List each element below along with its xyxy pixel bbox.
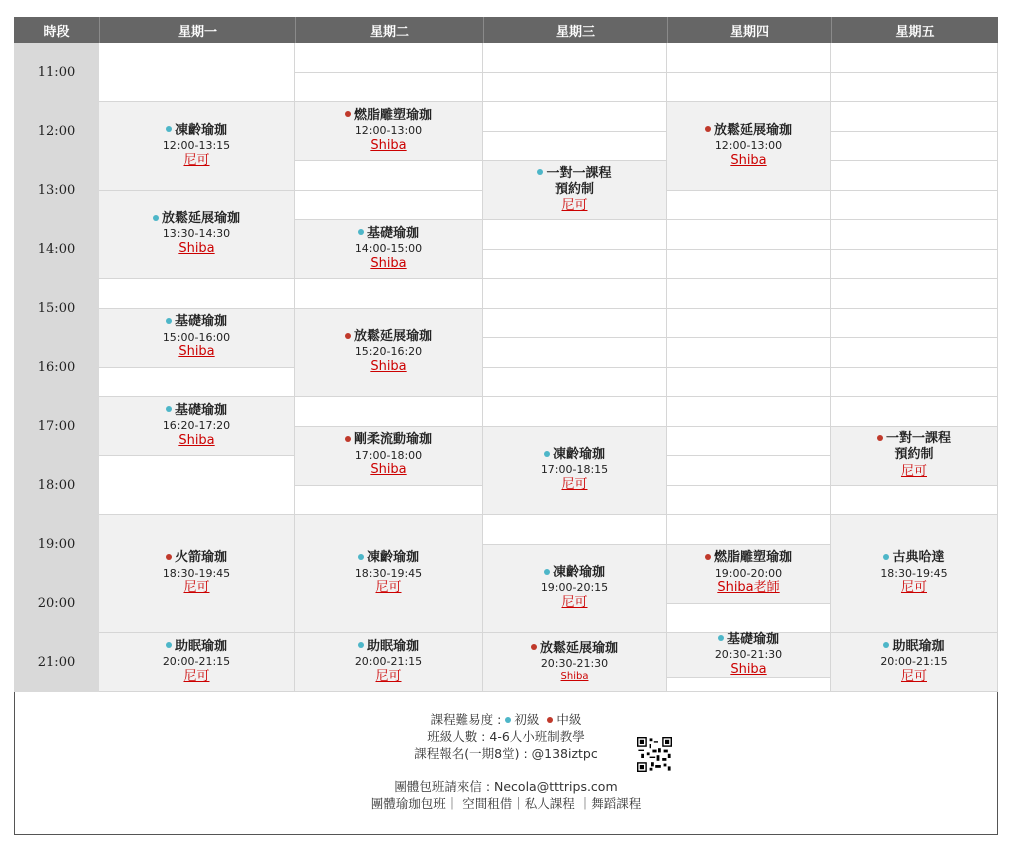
- class-name-text: 火箭瑜珈: [174, 550, 227, 566]
- class-name-text: 助眠瑜珈: [366, 638, 419, 654]
- level-dot-icon: [166, 318, 172, 324]
- class-name: [544, 565, 605, 581]
- time-label: 11:00: [14, 43, 99, 102]
- class-name-text: 放鬆延展瑜珈: [353, 329, 432, 345]
- class-block[interactable]: [667, 633, 831, 678]
- class-note: 預約制: [554, 181, 594, 197]
- empty-slot: [483, 279, 667, 309]
- empty-slot: [831, 279, 998, 309]
- class-name: [345, 108, 432, 124]
- empty-slot: [831, 220, 998, 250]
- class-block[interactable]: [99, 191, 295, 280]
- empty-slot: [831, 250, 998, 280]
- class-time: 13:30-14:30: [162, 227, 231, 241]
- time-label: 20:00: [14, 574, 99, 633]
- class-block[interactable]: [483, 545, 667, 634]
- empty-slot: [831, 191, 998, 221]
- teacher-link[interactable]: 尼可: [900, 580, 927, 596]
- empty-slot: [831, 397, 998, 427]
- empty-slot: [667, 43, 831, 73]
- level-dot-icon: [166, 554, 172, 560]
- level-dot-icon: [544, 451, 550, 457]
- header-day: 星期一: [99, 17, 295, 43]
- class-time: 12:00-13:15: [162, 138, 231, 152]
- class-time: 19:00-20:15: [540, 581, 609, 595]
- class-block[interactable]: [667, 102, 831, 191]
- class-name: [345, 329, 432, 345]
- empty-slot: [99, 456, 295, 515]
- class-name: [345, 432, 432, 448]
- empty-slot: [483, 73, 667, 103]
- empty-slot: [295, 486, 483, 516]
- level-dot-icon: [166, 406, 172, 412]
- class-block[interactable]: [295, 220, 483, 279]
- empty-slot: [831, 102, 998, 132]
- legend-intermediate: 中級: [556, 712, 582, 727]
- class-name: [358, 226, 419, 242]
- class-name-text: 放鬆延展瑜珈: [161, 211, 240, 227]
- time-label: 12:00: [14, 102, 99, 161]
- level-dot-icon: [345, 333, 351, 339]
- time-label: 16:00: [14, 338, 99, 397]
- class-name: [877, 431, 951, 447]
- class-name-text: 基礎瑜珈: [174, 402, 227, 418]
- class-time: 12:00-13:00: [354, 124, 423, 138]
- empty-slot: [667, 368, 831, 398]
- empty-slot: [831, 486, 998, 516]
- class-name: [718, 632, 779, 648]
- class-name-text: 一對一課程: [546, 165, 612, 181]
- teacher-link[interactable]: Shiba: [370, 137, 407, 153]
- class-name-text: 凍齡瑜珈: [552, 447, 605, 463]
- group-contact: 團體包班請來信 : Necola@tttrips.com: [394, 779, 618, 794]
- teacher-link[interactable]: Shiba: [178, 241, 215, 257]
- class-name: [705, 550, 792, 566]
- level-dot-icon: [153, 215, 159, 221]
- signup-info: 課程報名(一期8堂) : @138iztpc: [414, 746, 598, 761]
- empty-slot: [667, 678, 831, 692]
- empty-slot: [295, 73, 483, 103]
- empty-slot: [483, 338, 667, 368]
- class-name-text: 放鬆延展瑜珈: [713, 122, 792, 138]
- empty-slot: [483, 43, 667, 73]
- time-label: 21:00: [14, 633, 99, 692]
- beginner-dot-icon: [505, 717, 511, 723]
- class-note: 預約制: [894, 447, 934, 463]
- empty-slot: [831, 132, 998, 162]
- level-dot-icon: [883, 554, 889, 560]
- teacher-link[interactable]: 尼可: [561, 595, 588, 611]
- empty-slot: [295, 279, 483, 309]
- empty-slot: [483, 102, 667, 132]
- empty-slot: [667, 604, 831, 634]
- class-block[interactable]: [295, 515, 483, 633]
- class-block[interactable]: [831, 633, 998, 692]
- empty-slot: [667, 220, 831, 250]
- empty-slot: [295, 161, 483, 191]
- time-label: 15:00: [14, 279, 99, 338]
- class-name-text: 助眠瑜珈: [174, 638, 227, 654]
- class-block[interactable]: [99, 397, 295, 456]
- class-name: [358, 550, 419, 566]
- teacher-link[interactable]: Shiba: [370, 462, 407, 478]
- empty-slot: [667, 73, 831, 103]
- empty-slot: [667, 250, 831, 280]
- empty-slot: [667, 309, 831, 339]
- class-block[interactable]: [295, 309, 483, 398]
- empty-slot: [667, 456, 831, 486]
- class-name-text: 基礎瑜珈: [174, 314, 227, 330]
- class-time: 20:30-21:30: [540, 657, 609, 670]
- empty-slot: [667, 279, 831, 309]
- teacher-link[interactable]: 尼可: [561, 198, 588, 214]
- empty-slot: [667, 397, 831, 427]
- empty-slot: [667, 191, 831, 221]
- empty-slot: [831, 73, 998, 103]
- empty-slot: [831, 368, 998, 398]
- time-label: 19:00: [14, 515, 99, 574]
- empty-slot: [483, 397, 667, 427]
- empty-slot: [295, 191, 483, 221]
- empty-slot: [295, 397, 483, 427]
- time-label: 18:00: [14, 456, 99, 515]
- class-name-text: 凍齡瑜珈: [552, 565, 605, 581]
- class-block[interactable]: [831, 515, 998, 633]
- teacher-link[interactable]: 尼可: [183, 668, 210, 684]
- class-name-text: 助眠瑜珈: [892, 638, 945, 654]
- schedule-footer: [14, 692, 998, 835]
- class-name: [883, 639, 944, 655]
- class-time: 18:30-19:45: [880, 566, 948, 580]
- level-dot-icon: [531, 644, 537, 650]
- services-links[interactable]: 團體瑜珈包班｜ 空間租借｜私人課程 ｜舞蹈課程: [370, 796, 642, 811]
- teacher-link[interactable]: 尼可: [375, 580, 402, 596]
- class-block[interactable]: [99, 633, 295, 692]
- class-name-text: 放鬆延展瑜珈: [539, 640, 618, 656]
- class-time: 20:00-21:15: [354, 655, 423, 669]
- class-name-text: 燃脂雕塑瑜珈: [713, 550, 792, 566]
- class-block[interactable]: [99, 309, 295, 368]
- class-name: [544, 447, 605, 463]
- level-dot-icon: [345, 111, 351, 117]
- class-time: 14:00-15:00: [354, 242, 423, 256]
- level-dot-icon: [358, 554, 364, 560]
- class-name: [153, 211, 240, 227]
- class-block[interactable]: [295, 427, 483, 486]
- teacher-link[interactable]: Shiba: [730, 661, 767, 677]
- level-dot-icon: [877, 435, 883, 441]
- class-name-text: 基礎瑜珈: [366, 225, 419, 241]
- class-name: [531, 641, 618, 657]
- time-label: 13:00: [14, 161, 99, 220]
- class-name: [705, 123, 792, 139]
- teacher-link[interactable]: Shiba: [730, 152, 767, 168]
- empty-slot: [483, 132, 667, 162]
- class-size: 班級人數 : 4-6人小班制教學: [427, 729, 585, 744]
- class-block[interactable]: [295, 633, 483, 692]
- legend-beginner: 初級: [514, 712, 540, 727]
- empty-slot: [831, 309, 998, 339]
- class-block[interactable]: [99, 515, 295, 633]
- empty-slot: [667, 486, 831, 516]
- class-name-text: 凍齡瑜珈: [366, 550, 419, 566]
- empty-slot: [667, 427, 831, 457]
- class-block[interactable]: [667, 545, 831, 604]
- class-block[interactable]: [831, 427, 998, 486]
- header-day: 星期三: [483, 17, 667, 43]
- empty-slot: [99, 368, 295, 398]
- level-dot-icon: [718, 635, 724, 641]
- teacher-link[interactable]: 尼可: [183, 580, 210, 596]
- class-block[interactable]: [295, 102, 483, 161]
- teacher-link[interactable]: Shiba: [370, 255, 407, 271]
- level-dot-icon: [358, 229, 364, 235]
- class-block[interactable]: [483, 161, 667, 220]
- level-dot-icon: [705, 554, 711, 560]
- empty-slot: [99, 279, 295, 309]
- teacher-link[interactable]: 尼可: [561, 477, 588, 493]
- class-block[interactable]: [483, 633, 667, 692]
- class-name: [166, 639, 227, 655]
- qr-code-icon[interactable]: [637, 737, 672, 772]
- empty-slot: [483, 515, 667, 545]
- empty-slot: [831, 338, 998, 368]
- intermediate-dot-icon: [547, 717, 553, 723]
- empty-slot: [483, 309, 667, 339]
- header-day: 星期四: [667, 17, 831, 43]
- class-time: 18:30-19:45: [162, 566, 231, 580]
- teacher-link[interactable]: Shiba: [178, 344, 215, 360]
- class-name-text: 一對一課程: [885, 431, 951, 447]
- class-name-text: 凍齡瑜珈: [174, 122, 227, 138]
- class-time: 12:00-13:00: [714, 138, 783, 152]
- level-dot-icon: [883, 642, 889, 648]
- teacher-link[interactable]: Shiba: [178, 432, 215, 448]
- class-name: [166, 123, 227, 139]
- class-time: 20:30-21:30: [714, 648, 783, 662]
- class-name-text: 燃脂雕塑瑜珈: [353, 107, 432, 123]
- teacher-link[interactable]: 尼可: [183, 152, 210, 168]
- class-block[interactable]: [483, 427, 667, 516]
- level-dot-icon: [537, 169, 543, 175]
- class-name: [166, 314, 227, 330]
- class-name: [537, 166, 611, 182]
- class-name-text: 剛柔流動瑜珈: [353, 432, 432, 448]
- class-time: 17:00-18:00: [354, 448, 423, 462]
- teacher-link[interactable]: Shiba: [370, 359, 407, 375]
- class-time: 19:00-20:00: [714, 566, 783, 580]
- level-dot-icon: [358, 642, 364, 648]
- teacher-link[interactable]: 尼可: [375, 668, 402, 684]
- header-time: 時段: [14, 17, 99, 43]
- class-time: 20:00-21:15: [162, 655, 231, 669]
- empty-slot: [831, 161, 998, 191]
- level-dot-icon: [166, 642, 172, 648]
- level-dot-icon: [166, 126, 172, 132]
- class-name-text: 古典哈達: [892, 550, 945, 566]
- teacher-link[interactable]: Shiba老師: [717, 580, 780, 596]
- class-name-text: 基礎瑜珈: [726, 631, 779, 647]
- empty-slot: [667, 338, 831, 368]
- header-day: 星期二: [295, 17, 483, 43]
- class-time: 15:00-16:00: [162, 330, 231, 344]
- class-time: 18:30-19:45: [354, 566, 423, 580]
- time-label: 14:00: [14, 220, 99, 279]
- level-dot-icon: [705, 126, 711, 132]
- empty-slot: [483, 250, 667, 280]
- level-dot-icon: [544, 569, 550, 575]
- empty-slot: [295, 43, 483, 73]
- teacher-link[interactable]: Shiba: [560, 670, 589, 682]
- teacher-link[interactable]: 尼可: [900, 463, 927, 479]
- class-name: [358, 639, 419, 655]
- teacher-link[interactable]: 尼可: [900, 668, 927, 684]
- empty-slot: [831, 43, 998, 73]
- level-dot-icon: [345, 436, 351, 442]
- difficulty-legend: 課程難易度 : 初級 中級: [430, 712, 582, 727]
- class-time: 17:00-18:15: [540, 463, 609, 477]
- header-day: 星期五: [831, 17, 998, 43]
- empty-slot: [483, 368, 667, 398]
- class-name: [883, 550, 944, 566]
- class-time: 16:20-17:20: [162, 419, 231, 433]
- empty-slot: [483, 220, 667, 250]
- class-time: 20:00-21:15: [880, 655, 948, 669]
- time-label: 17:00: [14, 397, 99, 456]
- empty-slot: [99, 43, 295, 102]
- class-name: [166, 550, 227, 566]
- class-block[interactable]: [99, 102, 295, 191]
- class-time: 15:20-16:20: [354, 345, 423, 359]
- empty-slot: [667, 515, 831, 545]
- class-name: [166, 403, 227, 419]
